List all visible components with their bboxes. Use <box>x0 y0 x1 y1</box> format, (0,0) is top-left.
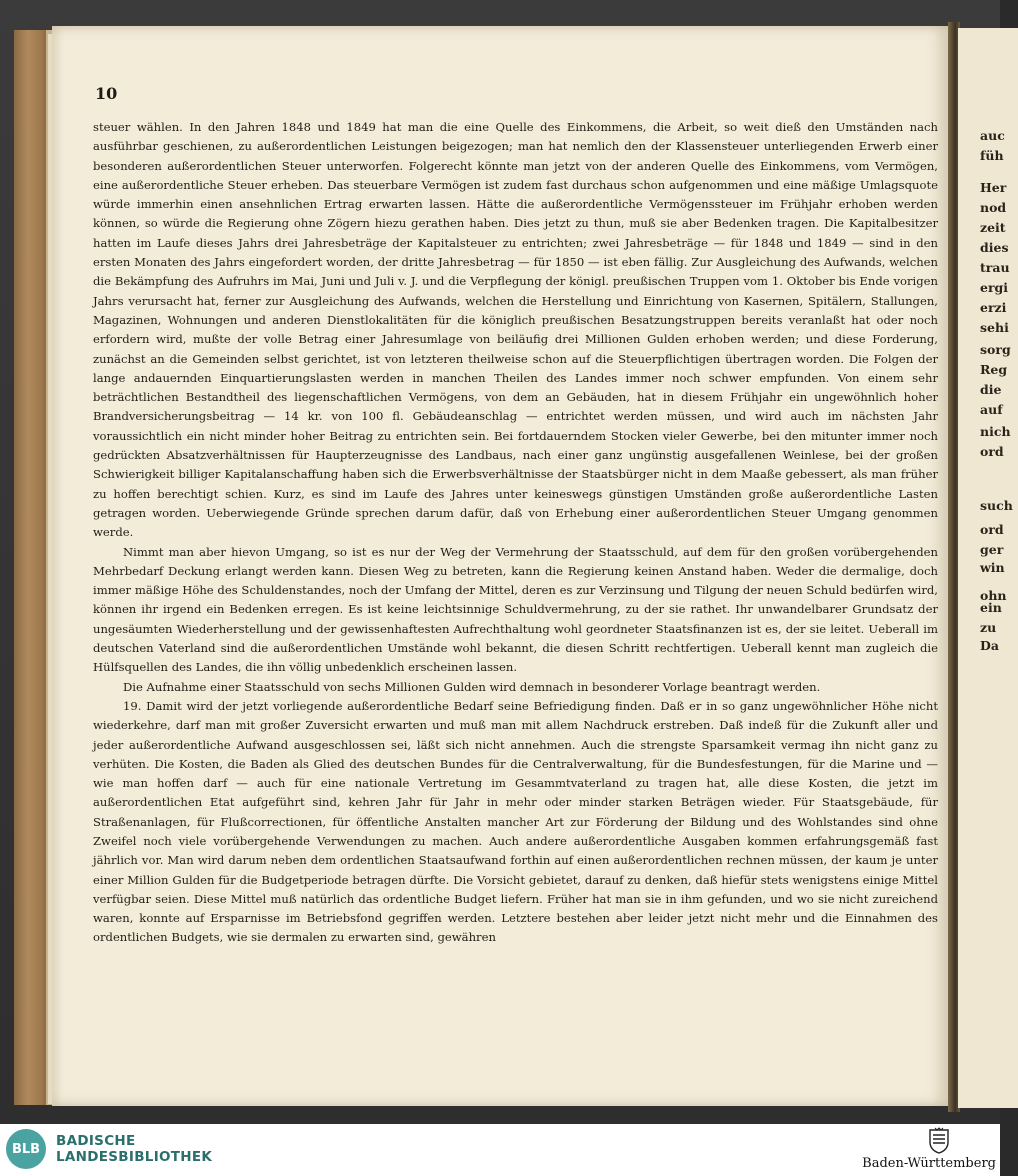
next-page-fragment: trau <box>980 260 1010 275</box>
next-page-fragment: nod <box>980 200 1007 215</box>
next-page-fragment: Reg <box>980 362 1008 377</box>
next-page-fragment: win <box>980 560 1005 575</box>
library-name[interactable] <box>56 1133 212 1165</box>
coat-of-arms-icon <box>928 1128 950 1154</box>
state-name[interactable]: Baden-Württemberg <box>862 1156 996 1171</box>
next-page-fragment: dies <box>980 240 1009 255</box>
next-page-fragment: ord <box>980 444 1004 459</box>
next-page-fragment: Her <box>980 180 1007 195</box>
next-page-fragment: füh <box>980 148 1004 163</box>
next-page-fragment: erzi <box>980 300 1007 315</box>
next-page-fragment: ord <box>980 522 1004 537</box>
next-page-fragment: ger <box>980 542 1004 557</box>
paragraph: Nimmt man aber hievon Umgang, so ist es nur der Weg der Vermehrung der Staatsschuld, auf dem für den großen vorübergehenden Mehrbedarf Deckung erlangt werden kann. Diesen Weg zu betreten, kann die Regierung keinen Anstand haben. Weder die dermalige, doch immer mäßige Höhe des Schuldenstandes, noch der Umfang der Mittel, deren es zur Verzinsung und Tilgung der neuen Schuld bedürfen wird, können ihr irgend ein Bedenken erregen. Es ist keine leichtsinnige Schuldvermehrung, zu der sie rathet. Ihr unwandelbarer Grundsatz der ungesäumten Wiederherstellung und der gewissenhaftesten Aufrechthaltung wohl geordneter Staatsfinanzen ist es, der sie leitet. Ueberall im deutschen Vaterland sind die außerordentlichen Umstände wohl bekannt, die diesen Schritt rechtfertigen. Ueberall kennt man zugleich die Hülfsquellen des Landes, die ihn völlig unbedenklich erscheinen lassen. <box>93 544 938 675</box>
paragraph: Die Aufnahme einer Staatsschuld von sechs Millionen Gulden wird demnach in besonderer Vorlage beantragt werden. <box>123 679 821 694</box>
paragraph: steuer wählen. In den Jahren 1848 und 1849 hat man die eine Quelle des Einkommens, die Arbeit, so weit dieß den Umständen nach ausführbar geschienen, zu außerordentlichen Leistungen beigezogen; man hat nemlich den der Klassensteuer unterliegenden Erwerb einer besonderen außerordentlichen Steuer unterworfen. Folgerecht könnte man jetzt von der anderen Quelle des Einkommens, vom Vermögen, eine außerordentliche Steuer erheben. Das steuerbare Vermögen ist zudem fast durchaus schon aufgenommen und eine mäßige Umlagsquote würde immerhin einen ansehnlichen Ertrag erwarten lassen. Hätte die außerordentliche Vermögenssteuer im Frühjahr erhoben werden können, so würde die Regierung ohne Zögern hiezu gerathen haben. Dies jetzt zu thun, muß sie aber Bedenken tragen. Die Kapitalbesitzer hatten im Laufe dieses Jahrs drei Jahresbeträge der Kapitalsteuer zu entrichten; zwei Jahresbeträge — für 1848 und 1849 — sind in den ersten Monaten des Jahrs eingefordert worden, der dritte Jahresbetrag — für 1850 — ist eben fällig. Zur Ausgleichung des Aufwands, welchen die Bekämpfung des Aufruhrs im Mai, Juni und Juli v. J. und die Verpflegung der königl. preußischen Truppen vom 1. Oktober bis Ende vorigen Jahrs verursacht hat, ferner zur Ausgleichung des Aufwands, welchen die Herstellung und Einrichtung von Kasernen, Spitälern, Stallungen, Magazinen, Wohnungen und anderen Dienstlokalitäten für die königlich preußischen Besatzungstruppen bereits veranlaßt hat oder noch erfordern wird, mußte der volle Betrag einer Jahresumlage von beiläufig drei Millionen Gulden erhoben werden; und diese Forderung, zunächst an die Gemeinden selbst gerichtet, ist von letzteren theilweise schon auf die Steuerpflichtigen übertragen worden. Die Folgen der lange andauernden Einquartierungslasten werden in manchen Theilen des Landes immer noch schwer empfunden. Von einem sehr beträchtlichen Bestandtheil des liegenschaftlichen Vermögens, von dem an Gebäuden, hat in diesem Frühjahr ein ungewöhnlich hoher Brandversicherungsbeitrag — 14 kr. von 100 fl. Gebäudeanschlag — entrichtet werden müssen, und wird auch im nächsten Jahr voraussichtlich ein nicht minder hoher Beitrag zu entrichten sein. Bei fortdauerndem Stocken vieler Gewerbe, bei den mitunter immer noch gedrückten Absatzverhältnissen für Haupterzeugnisse des Landbaus, nach einer ganz ungünstig ausgefallenen Weinlese, bei der großen Schwierigkeit billiger Kapitalanschaffung haben sich die Erwerbsverhältnisse der Staatsbürger nicht in dem Maaße gebessert, als man früher zu hoffen berechtigt schien. Kurz, es sind im Laufe des Jahres unter keineswegs günstigen Umständen große außerordentliche Lasten getragen worden. Ueberwiegende Gründe sprechen darum dafür, daß von Erhebung einer außerordentlichen Steuer Umgang genommen werde. <box>93 120 938 540</box>
next-page-fragment: auf <box>980 402 1003 417</box>
next-page-fragment: zeit <box>980 220 1006 235</box>
next-page-fragment: zu <box>980 620 997 635</box>
blb-logo-icon[interactable]: BLB <box>6 1129 46 1169</box>
next-page-edge <box>958 28 1018 1108</box>
page-body-text <box>93 118 938 948</box>
library-footer <box>0 1124 1000 1176</box>
next-page-fragment: nich <box>980 424 1011 439</box>
next-page-fragment: auc <box>980 128 1005 143</box>
next-page-fragment: die <box>980 382 1002 397</box>
next-page-fragment: such <box>980 498 1013 513</box>
paragraph: 19. Damit wird der jetzt vorliegende außerordentliche Bedarf seine Befriedigung finden. Daß er in so ganz ungewöhnlicher Höhe nicht wiederkehre, darf man mit großer Zuversicht erwarten und muß man mit allem Nachdruck erstreben. Daß indeß für die Zukunft aller und jeder außerordentliche Aufwand ausgeschlossen sei, läßt sich nicht annehmen. Auch die strengste Sparsamkeit vermag ihn nicht ganz zu verhüten. Die Kosten, die Baden als Glied des deutschen Bundes für die Centralverwaltung, für die Bundesfestungen, für die Marine und — wie man hoffen darf — auch für eine nationale Vertretung im Gesammtvaterland zu tragen hat, alle diese Kosten, die jetzt im außerordentlichen Etat aufgeführt sind, kehren Jahr für Jahr in mehr oder minder starken Beträgen wieder. Für Staatsgebäude, für Straßenanlagen, für Flußcorrectionen, für öffentliche Anstalten mancher Art zur Förderung der Bildung und des Wohlstandes sind ohne Zweifel noch viele vorübergehende Verwendungen zu machen. Auch andere außerordentliche Ausgaben kommen erfahrungsgemäß fast jährlich vor. Man wird darum neben dem ordentlichen Staatsaufwand forthin auf einen außerordentlichen rechnen müssen, der kaum je unter einer Million Gulden für die Budgetperiode betragen dürfte. Die Vorsicht gebietet, darauf zu denken, daß hiefür stets wenigstens einige Mittel verfügbar seien. Diese Mittel muß natürlich das ordentliche Budget liefern. Früher hat man sie in ihm gefunden, und wo sie nicht zureichend waren, konnte auf Ersparnisse im Betriebsfond gegriffen werden. Letztere bestehen aber leider jetzt nicht mehr und die Einnahmen des ordentlichen Budgets, wie sie dermalen zu erwarten sind, gewähren <box>93 698 938 945</box>
library-name-line1: BADISCHE <box>56 1133 136 1149</box>
page-number: 10 <box>95 84 118 103</box>
next-page-fragment: Da <box>980 638 999 653</box>
next-page-fragment: sorg <box>980 342 1011 357</box>
library-name-line2: LANDESBIBLIOTHEK <box>56 1149 213 1165</box>
next-page-fragment: ohn <box>980 588 1007 603</box>
next-page-fragment: sehi <box>980 320 1009 335</box>
next-page-fragment: ein <box>980 600 1002 615</box>
next-page-fragment: ergi <box>980 280 1009 295</box>
